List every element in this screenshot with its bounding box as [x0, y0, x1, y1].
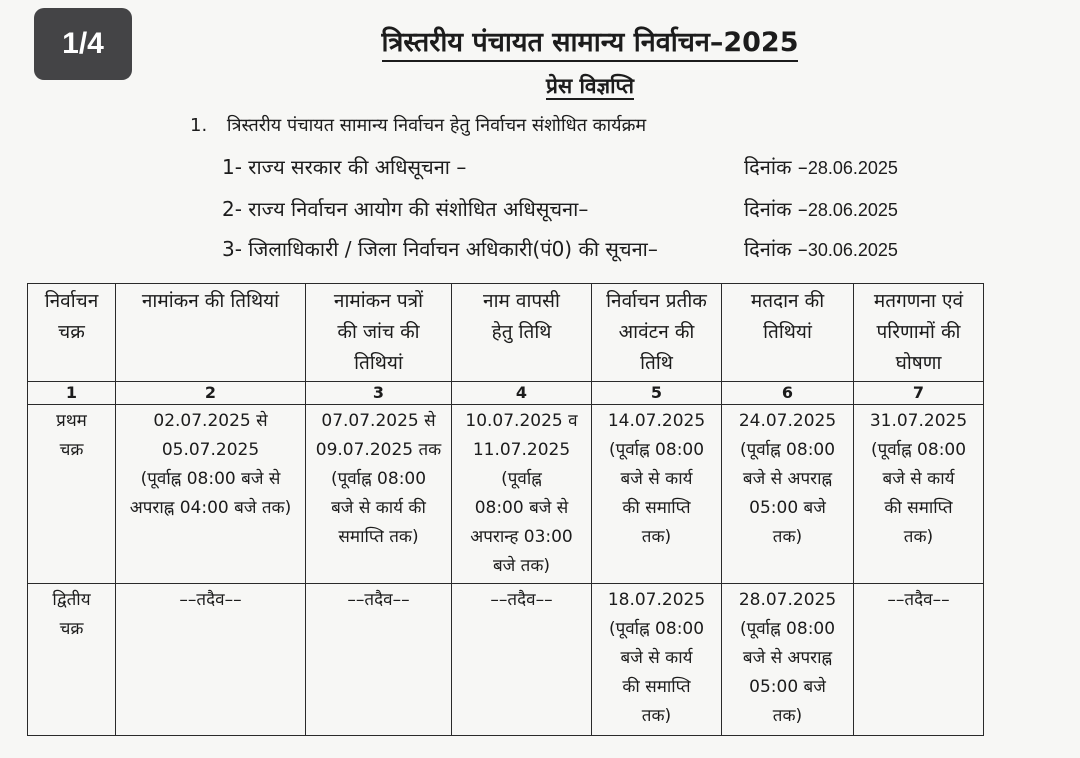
- table-cell: 28.07.2025 (पूर्वाह्न 08:00 बजे से अपराह्न 05:00 बजे तक): [722, 584, 854, 736]
- table-cell: 10.07.2025 व 11.07.2025 (पूर्वाह्न 08:00 बजे से अपरान्ह 03:00 बजे तक): [452, 405, 592, 584]
- document-title: त्रिस्तरीय पंचायत सामान्य निर्वाचन–2025: [340, 22, 840, 59]
- table-cell: द्वितीय चक्र: [28, 584, 116, 736]
- column-number: 3: [306, 382, 452, 405]
- table-cell: 14.07.2025 (पूर्वाह्न 08:00 बजे से कार्य की समाप्ति तक): [592, 405, 722, 584]
- intro-text: त्रिस्तरीय पंचायत सामान्य निर्वाचन हेतु निर्वाचन संशोधित कार्यक्रम: [226, 115, 647, 136]
- election-schedule-table: [27, 283, 984, 736]
- schedule-item-date: दिनांक –30.06.2025: [744, 237, 898, 261]
- table-row: [28, 584, 984, 736]
- schedule-item-date: दिनांक –28.06.2025: [744, 155, 898, 179]
- page-indicator-badge: 1/4: [34, 8, 132, 80]
- schedule-item: [222, 235, 922, 265]
- document-subtitle: प्रेस विज्ञप्ति: [546, 74, 634, 98]
- table-row: [28, 405, 984, 584]
- table-cell: 18.07.2025 (पूर्वाह्न 08:00 बजे से कार्य की समाप्ति तक): [592, 584, 722, 736]
- table-header-cell: मतगणना एवं परिणामों की घोषणा: [854, 284, 984, 382]
- column-number: 5: [592, 382, 722, 405]
- table-header-row: [28, 284, 984, 382]
- table-header-cell: नामांकन पत्रों की जांच की तिथियां: [306, 284, 452, 382]
- table-header-cell: नामांकन की तिथियां: [116, 284, 306, 382]
- column-number: 7: [854, 382, 984, 405]
- table-header-cell: मतदान की तिथियां: [722, 284, 854, 382]
- table-cell: ––तदैव––: [854, 584, 984, 736]
- schedule-item-label: 3- जिलाधिकारी / जिला निर्वाचन अधिकारी(पं0) की सूचना–: [222, 237, 658, 261]
- table-cell: 07.07.2025 से 09.07.2025 तक (पूर्वाह्न 08:00 बजे से कार्य की समाप्ति तक): [306, 405, 452, 584]
- schedule-item: [222, 195, 922, 225]
- table-column-number-row: [28, 382, 984, 405]
- table-cell: 02.07.2025 से 05.07.2025 (पूर्वाह्न 08:00 बजे से अपराह्न 04:00 बजे तक): [116, 405, 306, 584]
- table-cell: ––तदैव––: [116, 584, 306, 736]
- column-number: 2: [116, 382, 306, 405]
- intro-line: [190, 113, 646, 137]
- column-number: 4: [452, 382, 592, 405]
- table-cell: 24.07.2025 (पूर्वाह्न 08:00 बजे से अपराह्न 05:00 बजे तक): [722, 405, 854, 584]
- table-cell: 31.07.2025 (पूर्वाह्न 08:00 बजे से कार्य की समाप्ति तक): [854, 405, 984, 584]
- table-header-cell: निर्वाचन प्रतीक आवंटन की तिथि: [592, 284, 722, 382]
- schedule-item-date: दिनांक –28.06.2025: [744, 197, 898, 221]
- schedule-item-label: 1- राज्य सरकार की अधिसूचना –: [222, 155, 467, 179]
- schedule-item: [222, 153, 922, 183]
- table-cell: प्रथम चक्र: [28, 405, 116, 584]
- column-number: 6: [722, 382, 854, 405]
- table-header-cell: निर्वाचन चक्र: [28, 284, 116, 382]
- column-number: 1: [28, 382, 116, 405]
- table-cell: ––तदैव––: [452, 584, 592, 736]
- schedule-item-label: 2- राज्य निर्वाचन आयोग की संशोधित अधिसूचना–: [222, 197, 589, 221]
- table-cell: ––तदैव––: [306, 584, 452, 736]
- intro-number: 1.: [190, 115, 208, 136]
- table-header-cell: नाम वापसी हेतु तिथि: [452, 284, 592, 382]
